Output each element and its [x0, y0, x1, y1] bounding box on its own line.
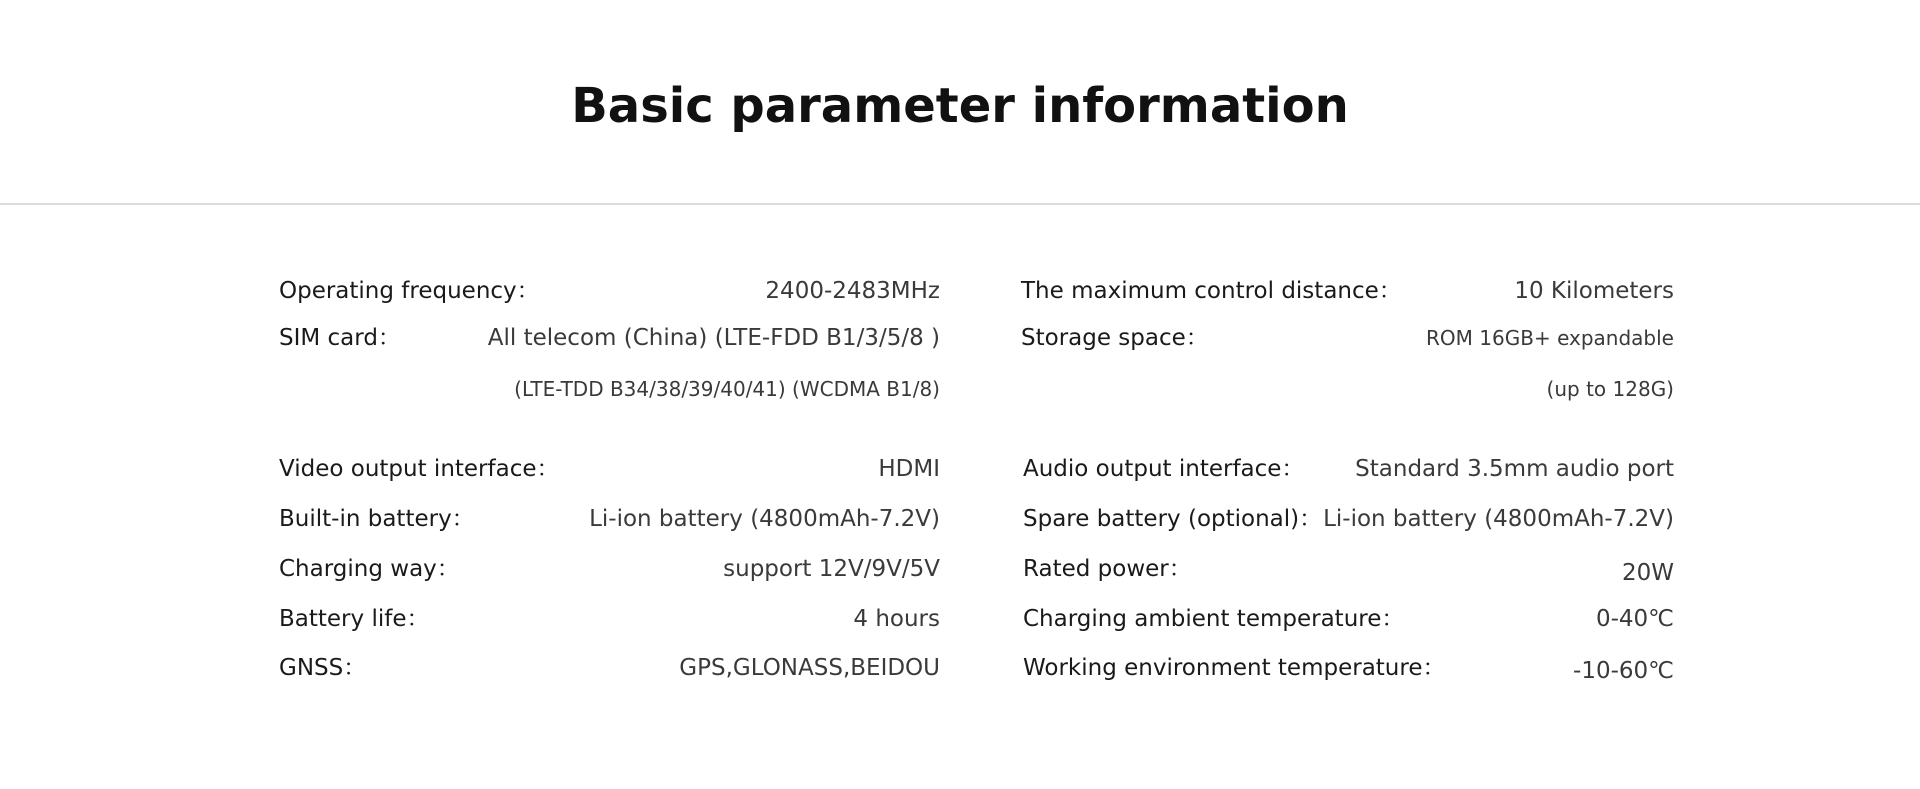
spec-value: 2400-2483MHz — [765, 278, 940, 304]
spec-value: HDMI — [878, 456, 940, 482]
spec-label: SIM card： — [279, 325, 401, 351]
spec-row-rated-power — [1023, 553, 1674, 585]
spec-label: Charging ambient temperature： — [1023, 606, 1405, 632]
spec-row-battery-life — [279, 603, 940, 635]
spec-label: Video output interface： — [279, 456, 560, 482]
spec-label: Working environment temperature： — [1023, 655, 1446, 681]
spec-label: Charging way： — [279, 556, 460, 582]
spec-value: 0-40℃ — [1595, 606, 1674, 632]
spec-label: The maximum control distance： — [1021, 278, 1402, 304]
spec-row-audio-output — [1023, 453, 1674, 485]
divider — [0, 203, 1920, 205]
spec-value: All telecom (China) (LTE-FDD B1/3/5/8 ) — [487, 325, 940, 351]
spec-row-built-in-battery — [279, 503, 940, 535]
spec-row-storage-space-continued — [1021, 373, 1674, 405]
spec-value: GPS,GLONASS,BEIDOU — [679, 655, 940, 681]
spec-value: (up to 128G) — [1546, 377, 1674, 401]
spec-row-gnss — [279, 652, 940, 684]
spec-value: 4 hours — [853, 606, 940, 632]
spec-value: support 12V/9V/5V — [723, 556, 940, 582]
spec-value: Li-ion battery (4800mAh-7.2V) — [589, 506, 940, 532]
spec-value: Li-ion battery (4800mAh-7.2V) — [1323, 506, 1674, 532]
spec-row-operating-frequency — [279, 275, 940, 307]
spec-row-spare-battery — [1023, 503, 1674, 535]
page-title: Basic parameter information — [571, 78, 1349, 134]
spec-value: 20W — [1621, 560, 1674, 586]
spec-value: Standard 3.5mm audio port — [1355, 456, 1674, 482]
spec-label: Spare battery (optional)： — [1023, 506, 1323, 532]
spec-value: 10 Kilometers — [1514, 278, 1674, 304]
spec-row-charging-ambient-temp — [1023, 603, 1674, 635]
spec-row-storage-space — [1021, 322, 1674, 354]
spec-label: GNSS： — [279, 655, 367, 681]
spec-value: ROM 16GB+ expandable — [1426, 326, 1674, 350]
spec-label: Audio output interface： — [1023, 456, 1305, 482]
spec-row-max-control-distance — [1021, 275, 1674, 307]
spec-row-video-output — [279, 453, 940, 485]
spec-value: (LTE-TDD B34/38/39/40/41) (WCDMA B1/8) — [514, 377, 940, 401]
spec-label: Operating frequency： — [279, 278, 540, 304]
spec-label: Storage space： — [1021, 325, 1209, 351]
spec-row-charging-way — [279, 553, 940, 585]
spec-label: Built-in battery： — [279, 506, 475, 532]
spec-row-working-env-temp — [1023, 652, 1674, 684]
spec-row-sim-card — [279, 322, 940, 354]
spec-row-sim-card-continued — [279, 373, 940, 405]
spec-value: -10-60℃ — [1573, 658, 1674, 684]
spec-label: Rated power： — [1023, 556, 1192, 582]
spec-label: Battery life： — [279, 606, 430, 632]
